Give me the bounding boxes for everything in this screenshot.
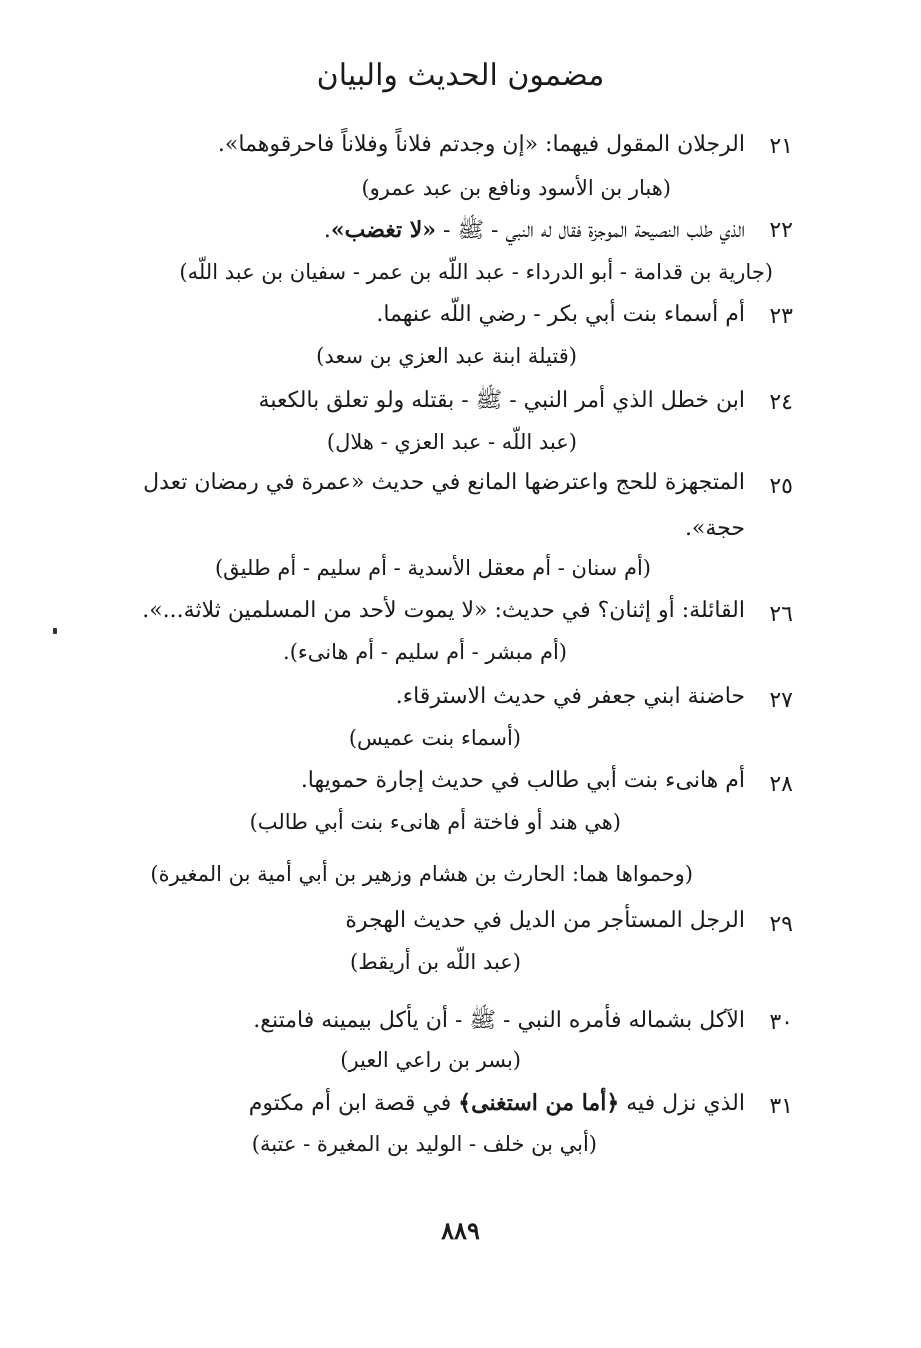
entry-text-continuation: حجة».	[684, 516, 745, 541]
entry-text: ابن خطل الذي أمر النبي - ﷺ - بقتله ولو تعلق بالكعبة	[258, 388, 745, 413]
entry-text: أم أسماء بنت أبي بكر - رضي اللّه عنهما.	[376, 302, 745, 327]
entry-text: أم هانىء بنت أبي طالب في حديث إجارة حمويها.	[300, 768, 745, 793]
entry-text	[249, 1090, 745, 1116]
entry-answer: (قتيلة ابنة عبد العزي بن سعد)	[316, 344, 577, 368]
entry-answer: (جارية بن قدامة - أبو الدرداء - عبد اللّه بن عمر - سفيان بن عبد اللّه)	[179, 260, 773, 284]
entry-quran-quote: ﴿أما من استغنى﴾	[458, 1090, 620, 1116]
entry-answer: (عبد اللّه بن أريقط)	[350, 950, 521, 974]
entry-number: ٢٢	[769, 218, 793, 243]
entry-answer: (أم مبشر - أم سليم - أم هانىء).	[283, 640, 567, 664]
entry-text-end: .	[323, 218, 331, 243]
entry-text: القائلة: أو إثنان؟ في حديث: «لا يموت لأحد من المسلمين ثلاثة...».	[142, 598, 745, 623]
entry-answer: (عبد اللّه - عبد العزي - هلال)	[326, 430, 577, 454]
entry-answer: (هبار بن الأسود ونافع بن عبد عمرو)	[361, 176, 671, 200]
entry-number: ٢٦	[769, 602, 793, 627]
entry-number: ٢٥	[769, 474, 793, 499]
entry-quote: «لا تغضب»	[330, 217, 437, 243]
entry-text: حاضنة ابني جعفر في حديث الاسترقاء.	[395, 684, 745, 709]
entry-text-part: الذي طلب النصيحة الموجزة فقال له النبي - ﷺ -	[436, 218, 745, 243]
entry-text: الرجل المستأجر من الديل في حديث الهجرة	[345, 908, 745, 933]
entry-number: ٣١	[769, 1094, 793, 1119]
entry-answer: (هي هند أو فاختة أم هانىء بنت أبي طالب)	[249, 810, 621, 834]
entry-text	[324, 216, 745, 248]
entry-number: ٢٧	[769, 688, 793, 713]
entry-number: ٢٨	[769, 772, 793, 797]
entry-number: ٢٣	[769, 304, 793, 329]
page-title: مضمون الحديث والبيان	[316, 58, 605, 93]
entry-answer: (أبي بن خلف - الوليد بن المغيرة - عتبة)	[251, 1132, 597, 1156]
entry-text-part: الذي نزل فيه	[619, 1091, 745, 1116]
entry-answer-note: (وحمواها هما: الحارث بن هشام وزهير بن أبي أمية بن المغيرة)	[150, 862, 693, 886]
entry-answer: (بسر بن راعي العير)	[340, 1048, 521, 1072]
entry-text-end: في قصة ابن أم مكتوم	[248, 1091, 459, 1116]
entry-number: ٢٤	[769, 390, 793, 415]
entry-number: ٣٠	[769, 1010, 793, 1035]
entry-answer: (أم سنان - أم معقل الأسدية - أم سليم - أم طليق)	[214, 556, 651, 580]
page-number: ٨٨٩	[441, 1216, 480, 1245]
entry-number: ٢١	[769, 134, 793, 159]
entry-number: ٢٩	[769, 912, 793, 937]
margin-mark	[53, 628, 57, 634]
entry-text: الآكل بشماله فأمره النبي - ﷺ - أن يأكل بيمينه فامتنع.	[253, 1008, 745, 1033]
entry-answer: (أسماء بنت عميس)	[348, 726, 521, 750]
entry-text: المتجهزة للحج واعترضها المانع في حديث «عمرة في رمضان تعدل	[143, 470, 745, 495]
entry-text: الرجلان المقول فيهما: «إن وجدتم فلاناً وفلاناً فاحرقوهما».	[217, 132, 745, 157]
